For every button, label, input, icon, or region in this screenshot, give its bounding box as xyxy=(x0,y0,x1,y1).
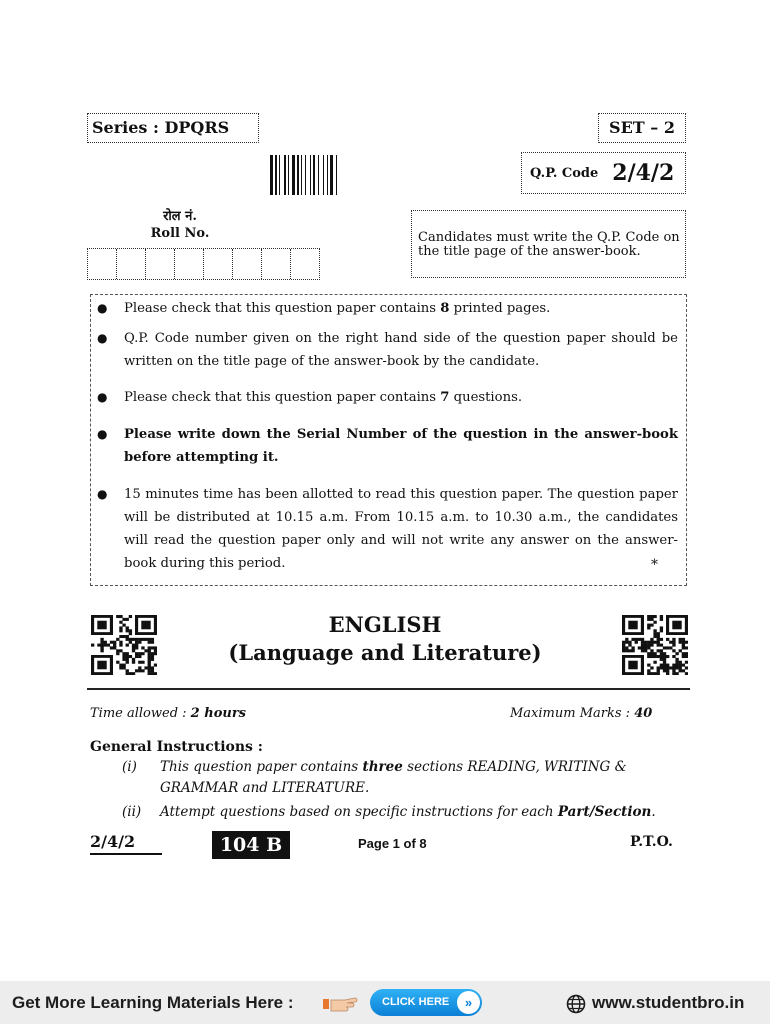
qp-code-value: 2/4/2 xyxy=(612,160,675,186)
instruction-item: ● Please check that this question paper contains 8 printed pages. xyxy=(124,297,678,320)
bullet-icon: ● xyxy=(97,331,108,345)
qr-code-right-icon xyxy=(622,615,688,675)
pointing-hand-icon xyxy=(322,993,362,1013)
subject-subtitle: (Language and Literature) xyxy=(228,640,542,665)
page-number: Page 1 of 8 xyxy=(358,836,427,851)
barcode-bar xyxy=(288,155,289,195)
barcode-bar xyxy=(270,155,273,195)
instructions-box xyxy=(90,294,687,586)
pto-label: P.T.O. xyxy=(630,834,673,850)
bullet-icon: ● xyxy=(97,390,108,404)
instruction-item: ● Please check that this question paper contains 7 questions. xyxy=(124,386,678,409)
barcode-bar xyxy=(323,155,324,195)
instruction-item: ● Please write down the Serial Number of the question in the answer-book before attempting it. xyxy=(124,423,678,469)
barcode-bar xyxy=(292,155,295,195)
globe-icon xyxy=(566,994,586,1014)
barcode-bar xyxy=(336,155,337,195)
candidates-note: Candidates must write the Q.P. Code on the title page of the answer-book. xyxy=(411,210,686,278)
barcode-bar xyxy=(310,155,311,195)
barcode-bar xyxy=(284,155,286,195)
set-label: SET – 2 xyxy=(598,113,686,143)
barcode xyxy=(270,155,382,195)
barcode-bar xyxy=(338,155,340,195)
roll-number-boxes xyxy=(87,248,320,280)
qp-code-box xyxy=(521,152,686,194)
instruction-item: ● Q.P. Code number given on the right hand side of the question paper should be written on the title page of the answer-book by the candidate. xyxy=(124,327,678,373)
roll-number-cell xyxy=(117,249,146,279)
paper-code-box: 104 B xyxy=(212,831,290,859)
roll-number-cell xyxy=(291,249,319,279)
roll-number-cell xyxy=(146,249,175,279)
bullet-icon: ● xyxy=(97,487,108,501)
roll-number-cell xyxy=(175,249,204,279)
double-chevron-right-icon: » xyxy=(457,991,480,1014)
general-instruction-item: (ii) Attempt questions based on specific instructions for each Part/Section. xyxy=(122,804,656,820)
instruction-item: ● 15 minutes time has been allotted to read this question paper. The question paper will be distributed at 10.15 a.m. From 10.15 a.m. to 10.30 a.m., the candidates will read the question paper only and will not write any answer on the answer-book during this period. xyxy=(124,483,678,575)
barcode-bar xyxy=(297,155,299,195)
qp-code-label: Q.P. Code xyxy=(530,165,599,181)
bullet-icon: ● xyxy=(97,427,108,441)
subject-title: ENGLISH xyxy=(328,612,442,637)
general-instruction-item: (i) This question paper contains three sections READING, WRITING & GRAMMAR and LITERATURE. xyxy=(122,759,627,796)
series-label: Series : DPQRS xyxy=(87,113,259,143)
divider xyxy=(87,688,690,690)
general-instructions-heading: General Instructions : xyxy=(90,739,263,755)
star-mark: * xyxy=(651,557,658,573)
maximum-marks: Maximum Marks : 40 xyxy=(510,706,653,721)
paper-code-bottom: 2/4/2 xyxy=(90,832,162,855)
roll-number-hindi-label: रोल नं. xyxy=(163,209,197,224)
bullet-icon: ● xyxy=(97,301,108,315)
barcode-bar xyxy=(279,155,280,195)
click-here-button[interactable] xyxy=(370,989,482,1016)
roll-number-cell xyxy=(262,249,291,279)
qr-code-left-icon xyxy=(91,615,157,675)
barcode-bar xyxy=(327,155,328,195)
barcode-bar xyxy=(318,155,319,195)
roll-number-cell xyxy=(233,249,262,279)
footer-bar xyxy=(0,981,770,1024)
barcode-bar xyxy=(330,155,333,195)
time-allowed: Time allowed : 2 hours xyxy=(90,706,246,721)
footer-text: Get More Learning Materials Here : xyxy=(12,993,294,1012)
roll-number-label: Roll No. xyxy=(150,226,210,241)
click-here-label: CLICK HERE xyxy=(382,996,450,1008)
website-link[interactable]: www.studentbro.in xyxy=(592,993,745,1012)
roll-number-cell xyxy=(88,249,117,279)
barcode-bar xyxy=(313,155,315,195)
barcode-bar xyxy=(301,155,302,195)
barcode-bar xyxy=(305,155,306,195)
roll-number-cell xyxy=(204,249,233,279)
barcode-bar xyxy=(275,155,277,195)
